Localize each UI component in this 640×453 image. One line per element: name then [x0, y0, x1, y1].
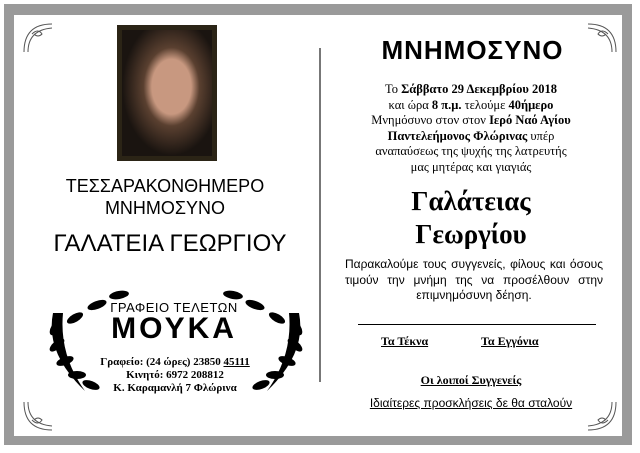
corner-ornament-icon — [22, 22, 54, 54]
signature-divider — [358, 324, 596, 325]
signature-children: Τα Τέκνα — [381, 334, 429, 348]
signature-grandchildren: Τα Εγγόνια — [481, 334, 539, 348]
page-title: ΜΝΗΜΟΣΥΝΟ — [381, 35, 564, 65]
heading-line-1: ΤΕΣΣΑΡΑΚΟΝΘΗΜΕΡΟ — [65, 176, 265, 196]
mobile-phone: Κινητό: 6972 208812 — [126, 369, 224, 381]
signature-relatives: Οι λοιποί Συγγενείς — [420, 373, 522, 387]
no-invitations-note: Ιδιαίτερες προσκλήσεις δε θα σταλούν — [369, 396, 573, 410]
office-phone — [90, 356, 260, 368]
heading-line-2: ΜΝΗΜΟΣΥΝΟ — [104, 198, 226, 218]
office-phone-ext: 45111 — [223, 356, 250, 368]
name-last: Γεωργίου — [415, 219, 527, 249]
address: Κ. Καραμανλή 7 Φλώρινα — [113, 382, 237, 394]
deceased-photo — [117, 25, 217, 161]
request-text: Παρακαλούμε τους συγγενείς, φίλους και όσους τιμούν την μνήμη της να προσέλθουν στην επιμνημόσυνη δέηση. — [345, 257, 603, 302]
deceased-name: ΓΑΛΑΤΕΙΑ ΓΕΩΡΓΙΟΥ — [53, 230, 287, 257]
funeral-home-brand: ΜΟΥΚΑ — [111, 312, 237, 345]
office-phone-label: Γραφείο: (24 ώρες) 23850 — [100, 356, 221, 368]
name-first: Γαλάτειας — [411, 186, 531, 216]
corner-ornament-icon — [22, 400, 54, 432]
announcement-text: Το Σάββατο 29 Δεκεμβρίου 2018 και ώρα 8 π.μ. τελούμε 40ήμερο Μνημόσυνο στον στον Ιερό Ναό Αγίου Παντελεήμονος Φλώρινας υπέρ αναπαύσεως της ψυχής της λατρευτής μας μητέρας και γιαγιάς — [371, 82, 571, 174]
vertical-divider — [319, 48, 321, 382]
funeral-home-subtitle: ΓΡΑΦΕΙΟ ΤΕΛΕΤΩΝ — [110, 300, 238, 315]
